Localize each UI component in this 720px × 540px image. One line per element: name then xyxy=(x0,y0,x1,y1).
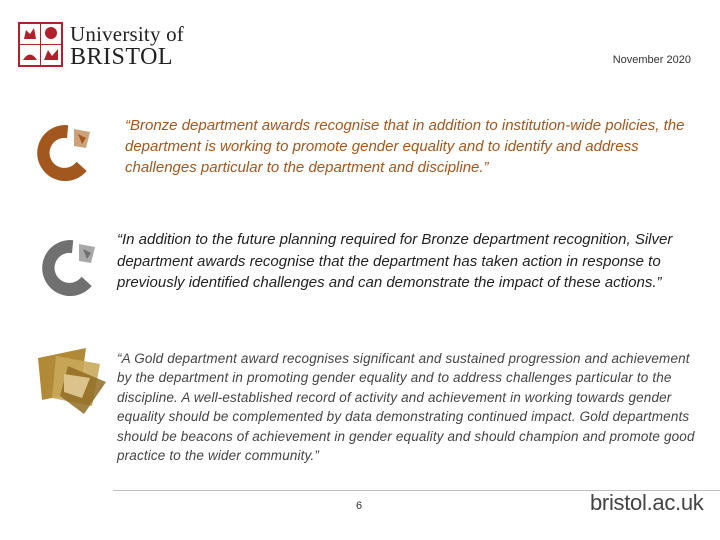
silver-award-icon xyxy=(35,233,105,303)
silver-award-quote: “In addition to the future planning required for Bronze department recognition, Silver department awards recognise that the department has taken action in response to previously identified challenges and can demonstrate the impact of these actions.” xyxy=(117,231,673,291)
university-logo xyxy=(18,22,184,70)
gold-award-quote: “A Gold department award recognises significant and sustained progression and achievement by the department in promoting gender equality and to address challenges particular to the discipline. A well-established record of activity and achievement in working towards gender equality should be complemented by data demonstrating continued impact. Gold departments should be beacons of achievement in gender equality and should champion and promote good practice to the wider community.” xyxy=(117,351,695,464)
page-number: 6 xyxy=(356,500,363,512)
bronze-award-quote: “Bronze department awards recognise that in addition to institution-wide policies, the department is working to promote gender equality and to identify and address challenges particular to the department and discipline.” xyxy=(125,117,685,176)
university-crest-icon xyxy=(18,22,63,67)
footer-domain: bristol.ac.uk xyxy=(590,490,704,515)
date-label: November 2020 xyxy=(612,54,691,66)
gold-award-icon xyxy=(34,342,110,418)
logo-text-line2: BRISTOL xyxy=(70,44,174,70)
logo-text-line1: University of xyxy=(70,22,184,46)
bronze-award-icon xyxy=(30,118,100,188)
